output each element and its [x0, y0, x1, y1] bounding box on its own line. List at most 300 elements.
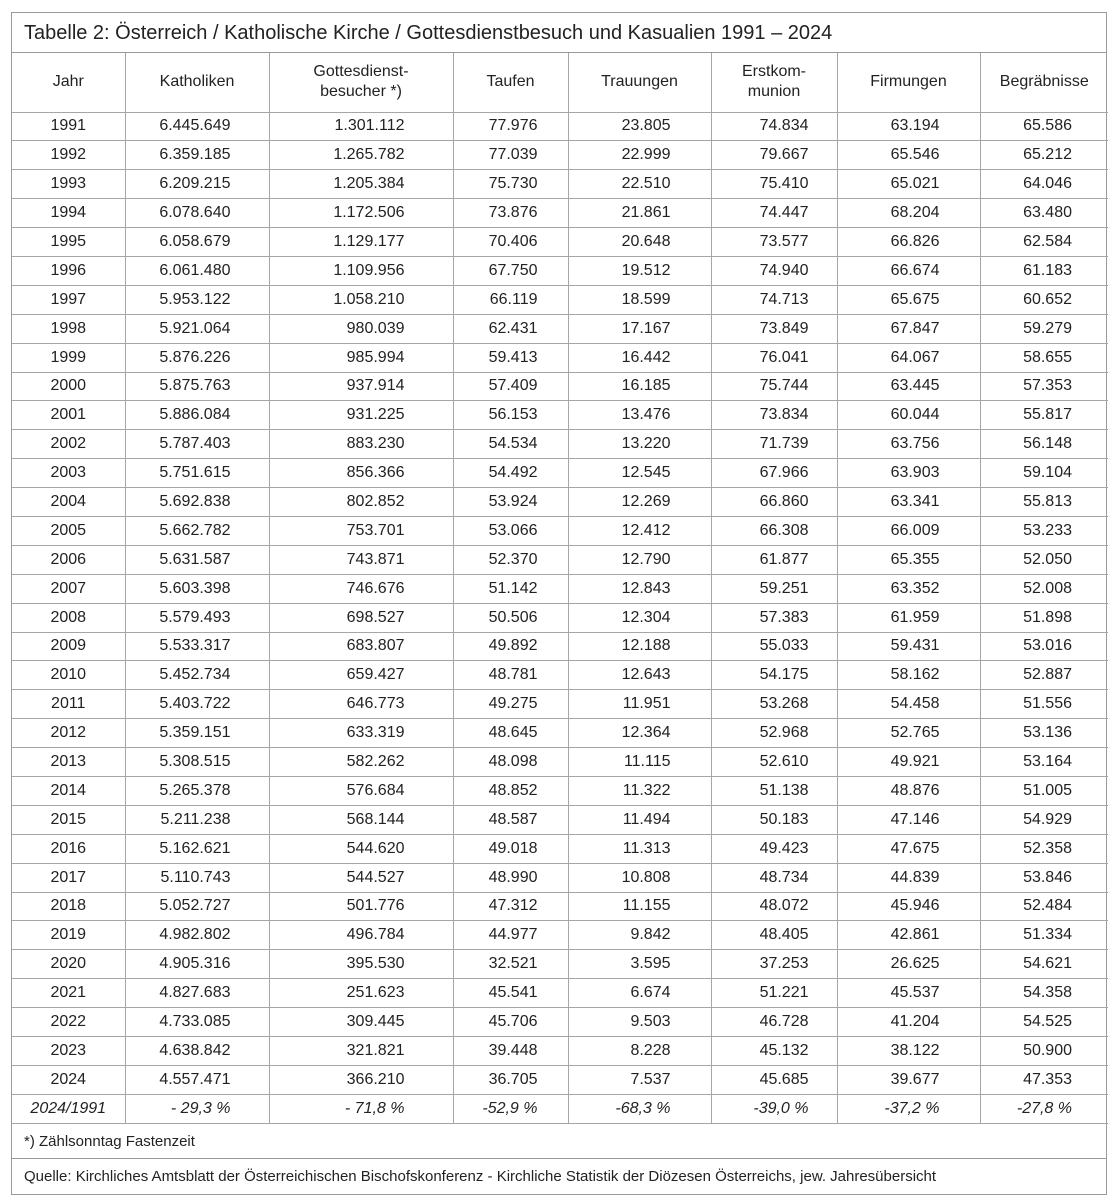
cell-trauungen: 11.313: [568, 834, 711, 863]
cell-trauungen: 7.537: [568, 1065, 711, 1094]
cell-jahr: 1993: [12, 170, 125, 199]
cell-gottesdienstbesucher: 980.039: [269, 314, 453, 343]
cell-firmungen: 48.876: [837, 776, 980, 805]
cell-firmungen: 59.431: [837, 632, 980, 661]
cell-firmungen: 49.921: [837, 748, 980, 777]
change-cell-trauungen: -68,3 %: [568, 1094, 711, 1123]
column-header-line: Jahr: [52, 73, 84, 91]
table-row: [12, 545, 1108, 574]
cell-trauungen: 13.220: [568, 430, 711, 459]
cell-firmungen: 42.861: [837, 921, 980, 950]
cell-katholiken: 5.308.515: [125, 748, 269, 777]
cell-begraebnisse: 58.655: [980, 343, 1108, 372]
cell-gottesdienstbesucher: 937.914: [269, 372, 453, 401]
cell-jahr: 2017: [12, 863, 125, 892]
cell-taufen: 54.492: [453, 459, 568, 488]
cell-gottesdienstbesucher: 1.058.210: [269, 285, 453, 314]
cell-jahr: 2016: [12, 834, 125, 863]
cell-taufen: 48.098: [453, 748, 568, 777]
change-cell-begraebnisse: -27,8 %: [980, 1094, 1108, 1123]
column-header-line: Katholiken: [159, 73, 235, 91]
cell-firmungen: 41.204: [837, 1008, 980, 1037]
cell-jahr: 2007: [12, 574, 125, 603]
cell-jahr: 2023: [12, 1037, 125, 1066]
column-header-line: Firmungen: [870, 73, 947, 91]
cell-katholiken: 5.579.493: [125, 603, 269, 632]
cell-trauungen: 11.951: [568, 690, 711, 719]
cell-begraebnisse: 51.334: [980, 921, 1108, 950]
cell-trauungen: 13.476: [568, 401, 711, 430]
cell-taufen: 67.750: [453, 256, 568, 285]
cell-firmungen: 47.146: [837, 805, 980, 834]
cell-begraebnisse: 57.353: [980, 372, 1108, 401]
cell-taufen: 66.119: [453, 285, 568, 314]
cell-katholiken: 5.875.763: [125, 372, 269, 401]
cell-gottesdienstbesucher: 743.871: [269, 545, 453, 574]
cell-gottesdienstbesucher: 366.210: [269, 1065, 453, 1094]
cell-firmungen: 65.021: [837, 170, 980, 199]
cell-katholiken: 5.211.238: [125, 805, 269, 834]
cell-gottesdienstbesucher: 931.225: [269, 401, 453, 430]
cell-begraebnisse: 51.556: [980, 690, 1108, 719]
cell-trauungen: 12.843: [568, 574, 711, 603]
cell-erstkommunion: 55.033: [711, 632, 837, 661]
cell-erstkommunion: 74.713: [711, 285, 837, 314]
table-row: [12, 921, 1108, 950]
change-row: [12, 1094, 1108, 1123]
cell-jahr: 2000: [12, 372, 125, 401]
cell-katholiken: 6.061.480: [125, 256, 269, 285]
cell-gottesdienstbesucher: 985.994: [269, 343, 453, 372]
cell-firmungen: 45.537: [837, 979, 980, 1008]
cell-jahr: 2002: [12, 430, 125, 459]
cell-trauungen: 11.115: [568, 748, 711, 777]
cell-erstkommunion: 73.849: [711, 314, 837, 343]
cell-taufen: 48.587: [453, 805, 568, 834]
cell-taufen: 59.413: [453, 343, 568, 372]
cell-taufen: 44.977: [453, 921, 568, 950]
table-row: [12, 170, 1108, 199]
cell-katholiken: 6.359.185: [125, 141, 269, 170]
cell-trauungen: 10.808: [568, 863, 711, 892]
cell-erstkommunion: 50.183: [711, 805, 837, 834]
cell-erstkommunion: 66.860: [711, 488, 837, 517]
cell-firmungen: 67.847: [837, 314, 980, 343]
table-row: [12, 603, 1108, 632]
cell-jahr: 2012: [12, 719, 125, 748]
table-row: [12, 141, 1108, 170]
cell-taufen: 54.534: [453, 430, 568, 459]
cell-erstkommunion: 53.268: [711, 690, 837, 719]
column-header-katholiken: [125, 53, 269, 112]
table-row: [12, 979, 1108, 1008]
cell-katholiken: 5.359.151: [125, 719, 269, 748]
cell-firmungen: 66.009: [837, 516, 980, 545]
cell-begraebnisse: 65.586: [980, 112, 1108, 141]
cell-erstkommunion: 48.072: [711, 892, 837, 921]
table-row: [12, 430, 1108, 459]
cell-trauungen: 12.545: [568, 459, 711, 488]
cell-begraebnisse: 50.900: [980, 1037, 1108, 1066]
column-header-trauungen: [568, 53, 711, 112]
change-cell-erstkommunion: -39,0 %: [711, 1094, 837, 1123]
cell-firmungen: 64.067: [837, 343, 980, 372]
table-row: [12, 256, 1108, 285]
cell-erstkommunion: 74.834: [711, 112, 837, 141]
cell-trauungen: 23.805: [568, 112, 711, 141]
cell-erstkommunion: 73.577: [711, 228, 837, 257]
cell-taufen: 50.506: [453, 603, 568, 632]
cell-erstkommunion: 57.383: [711, 603, 837, 632]
column-header-line: Trauungen: [601, 73, 678, 91]
cell-erstkommunion: 51.221: [711, 979, 837, 1008]
cell-trauungen: 12.269: [568, 488, 711, 517]
cell-katholiken: 5.533.317: [125, 632, 269, 661]
column-header-taufen: [453, 53, 568, 112]
cell-jahr: 2021: [12, 979, 125, 1008]
cell-taufen: 48.852: [453, 776, 568, 805]
cell-katholiken: 5.921.064: [125, 314, 269, 343]
cell-firmungen: 65.675: [837, 285, 980, 314]
cell-gottesdienstbesucher: 501.776: [269, 892, 453, 921]
cell-katholiken: 5.886.084: [125, 401, 269, 430]
cell-trauungen: 22.510: [568, 170, 711, 199]
table-row: [12, 1065, 1108, 1094]
cell-firmungen: 44.839: [837, 863, 980, 892]
cell-jahr: 2005: [12, 516, 125, 545]
cell-begraebnisse: 53.016: [980, 632, 1108, 661]
table-row: [12, 632, 1108, 661]
table-row: [12, 661, 1108, 690]
cell-jahr: 1997: [12, 285, 125, 314]
column-header-begraebnisse: [980, 53, 1108, 112]
table-row: [12, 112, 1108, 141]
source-note: Quelle: Kirchliches Amtsblatt der Österreichischen Bischofskonferenz - Kirchliche Statistik der Diözesen Österreichs, jew. Jahresübersicht: [24, 1167, 937, 1185]
cell-gottesdienstbesucher: 309.445: [269, 1008, 453, 1037]
cell-katholiken: 5.953.122: [125, 285, 269, 314]
cell-taufen: 57.409: [453, 372, 568, 401]
table-row: [12, 228, 1108, 257]
cell-erstkommunion: 45.685: [711, 1065, 837, 1094]
cell-erstkommunion: 61.877: [711, 545, 837, 574]
change-cell-gottesdienstbesucher: - 71,8 %: [269, 1094, 453, 1123]
cell-firmungen: 38.122: [837, 1037, 980, 1066]
cell-gottesdienstbesucher: 659.427: [269, 661, 453, 690]
cell-gottesdienstbesucher: 683.807: [269, 632, 453, 661]
table-row: [12, 805, 1108, 834]
cell-jahr: 2001: [12, 401, 125, 430]
cell-katholiken: 5.631.587: [125, 545, 269, 574]
cell-katholiken: 4.638.842: [125, 1037, 269, 1066]
cell-gottesdienstbesucher: 698.527: [269, 603, 453, 632]
cell-begraebnisse: 64.046: [980, 170, 1108, 199]
cell-gottesdienstbesucher: 544.620: [269, 834, 453, 863]
cell-trauungen: 18.599: [568, 285, 711, 314]
cell-katholiken: 5.403.722: [125, 690, 269, 719]
cell-erstkommunion: 46.728: [711, 1008, 837, 1037]
table-row: [12, 748, 1108, 777]
cell-begraebnisse: 60.652: [980, 285, 1108, 314]
cell-trauungen: 6.674: [568, 979, 711, 1008]
cell-gottesdienstbesucher: 802.852: [269, 488, 453, 517]
cell-firmungen: 26.625: [837, 950, 980, 979]
cell-trauungen: 12.412: [568, 516, 711, 545]
cell-gottesdienstbesucher: 883.230: [269, 430, 453, 459]
cell-begraebnisse: 52.358: [980, 834, 1108, 863]
cell-jahr: 2020: [12, 950, 125, 979]
cell-gottesdienstbesucher: 568.144: [269, 805, 453, 834]
table-row: [12, 516, 1108, 545]
cell-trauungen: 11.494: [568, 805, 711, 834]
table-row: [12, 1008, 1108, 1037]
change-cell-firmungen: -37,2 %: [837, 1094, 980, 1123]
cell-taufen: 48.990: [453, 863, 568, 892]
cell-erstkommunion: 45.132: [711, 1037, 837, 1066]
cell-taufen: 62.431: [453, 314, 568, 343]
table-row: [12, 401, 1108, 430]
cell-begraebnisse: 53.233: [980, 516, 1108, 545]
cell-trauungen: 11.322: [568, 776, 711, 805]
cell-erstkommunion: 79.667: [711, 141, 837, 170]
cell-erstkommunion: 66.308: [711, 516, 837, 545]
table-row: [12, 1037, 1108, 1066]
table-row: [12, 719, 1108, 748]
cell-jahr: 1998: [12, 314, 125, 343]
cell-begraebnisse: 59.279: [980, 314, 1108, 343]
cell-firmungen: 60.044: [837, 401, 980, 430]
cell-taufen: 49.892: [453, 632, 568, 661]
cell-begraebnisse: 52.050: [980, 545, 1108, 574]
cell-katholiken: 4.827.683: [125, 979, 269, 1008]
cell-katholiken: 6.078.640: [125, 199, 269, 228]
table-row: [12, 690, 1108, 719]
cell-jahr: 1994: [12, 199, 125, 228]
cell-jahr: 1991: [12, 112, 125, 141]
cell-katholiken: 6.209.215: [125, 170, 269, 199]
column-header-jahr: [12, 53, 125, 112]
cell-firmungen: 39.677: [837, 1065, 980, 1094]
cell-gottesdienstbesucher: 576.684: [269, 776, 453, 805]
table-row: [12, 834, 1108, 863]
cell-trauungen: 20.648: [568, 228, 711, 257]
cell-begraebnisse: 54.621: [980, 950, 1108, 979]
cell-firmungen: 63.352: [837, 574, 980, 603]
header-row: [12, 53, 1108, 112]
cell-trauungen: 12.188: [568, 632, 711, 661]
cell-katholiken: 4.982.802: [125, 921, 269, 950]
cell-taufen: 49.275: [453, 690, 568, 719]
cell-katholiken: 5.692.838: [125, 488, 269, 517]
cell-erstkommunion: 73.834: [711, 401, 837, 430]
cell-taufen: 36.705: [453, 1065, 568, 1094]
cell-taufen: 53.066: [453, 516, 568, 545]
cell-trauungen: 22.999: [568, 141, 711, 170]
cell-trauungen: 3.595: [568, 950, 711, 979]
cell-jahr: 2006: [12, 545, 125, 574]
cell-erstkommunion: 49.423: [711, 834, 837, 863]
cell-erstkommunion: 74.940: [711, 256, 837, 285]
column-header-firmungen: [837, 53, 980, 112]
cell-taufen: 77.976: [453, 112, 568, 141]
cell-erstkommunion: 74.447: [711, 199, 837, 228]
table-row: [12, 776, 1108, 805]
cell-taufen: 39.448: [453, 1037, 568, 1066]
table-row: [12, 343, 1108, 372]
statistics-table-frame: [11, 12, 1107, 1195]
cell-katholiken: 5.787.403: [125, 430, 269, 459]
cell-trauungen: 12.790: [568, 545, 711, 574]
data-table: [12, 53, 1108, 1124]
cell-erstkommunion: 76.041: [711, 343, 837, 372]
cell-taufen: 77.039: [453, 141, 568, 170]
cell-firmungen: 63.756: [837, 430, 980, 459]
cell-katholiken: 6.058.679: [125, 228, 269, 257]
column-header-erstkommunion: [711, 53, 837, 112]
cell-taufen: 70.406: [453, 228, 568, 257]
cell-jahr: 2015: [12, 805, 125, 834]
cell-taufen: 47.312: [453, 892, 568, 921]
cell-begraebnisse: 59.104: [980, 459, 1108, 488]
change-cell-katholiken: - 29,3 %: [125, 1094, 269, 1123]
cell-taufen: 45.541: [453, 979, 568, 1008]
cell-taufen: 49.018: [453, 834, 568, 863]
cell-begraebnisse: 52.887: [980, 661, 1108, 690]
cell-gottesdienstbesucher: 251.623: [269, 979, 453, 1008]
cell-jahr: 2022: [12, 1008, 125, 1037]
cell-jahr: 2018: [12, 892, 125, 921]
cell-erstkommunion: 75.744: [711, 372, 837, 401]
cell-katholiken: 4.905.316: [125, 950, 269, 979]
cell-jahr: 2003: [12, 459, 125, 488]
column-header-line: Taufen: [486, 73, 535, 91]
cell-begraebnisse: 65.212: [980, 141, 1108, 170]
cell-firmungen: 63.341: [837, 488, 980, 517]
column-header-line: Erstkom-: [742, 63, 806, 81]
cell-erstkommunion: 59.251: [711, 574, 837, 603]
cell-jahr: 2019: [12, 921, 125, 950]
table-row: [12, 372, 1108, 401]
cell-trauungen: 17.167: [568, 314, 711, 343]
table-row: [12, 574, 1108, 603]
table-row: [12, 199, 1108, 228]
cell-katholiken: 4.557.471: [125, 1065, 269, 1094]
cell-taufen: 48.781: [453, 661, 568, 690]
table-title: Tabelle 2: Österreich / Katholische Kirche / Gottesdienstbesuch und Kasualien 1991 – 2024: [12, 13, 1106, 53]
cell-begraebnisse: 52.484: [980, 892, 1108, 921]
cell-trauungen: 11.155: [568, 892, 711, 921]
cell-katholiken: 6.445.649: [125, 112, 269, 141]
cell-trauungen: 21.861: [568, 199, 711, 228]
cell-begraebnisse: 51.898: [980, 603, 1108, 632]
cell-jahr: 2004: [12, 488, 125, 517]
cell-erstkommunion: 48.405: [711, 921, 837, 950]
cell-gottesdienstbesucher: 1.172.506: [269, 199, 453, 228]
cell-taufen: 75.730: [453, 170, 568, 199]
cell-katholiken: 5.603.398: [125, 574, 269, 603]
cell-gottesdienstbesucher: 321.821: [269, 1037, 453, 1066]
cell-trauungen: 8.228: [568, 1037, 711, 1066]
cell-gottesdienstbesucher: 646.773: [269, 690, 453, 719]
cell-begraebnisse: 62.584: [980, 228, 1108, 257]
cell-erstkommunion: 37.253: [711, 950, 837, 979]
cell-firmungen: 52.765: [837, 719, 980, 748]
cell-begraebnisse: 61.183: [980, 256, 1108, 285]
cell-katholiken: 5.162.621: [125, 834, 269, 863]
table-row: [12, 285, 1108, 314]
cell-begraebnisse: 54.358: [980, 979, 1108, 1008]
cell-begraebnisse: 52.008: [980, 574, 1108, 603]
cell-katholiken: 4.733.085: [125, 1008, 269, 1037]
cell-begraebnisse: 55.813: [980, 488, 1108, 517]
cell-firmungen: 68.204: [837, 199, 980, 228]
cell-katholiken: 5.452.734: [125, 661, 269, 690]
cell-jahr: 1996: [12, 256, 125, 285]
cell-begraebnisse: 53.846: [980, 863, 1108, 892]
cell-jahr: 2014: [12, 776, 125, 805]
cell-erstkommunion: 52.610: [711, 748, 837, 777]
cell-trauungen: 9.842: [568, 921, 711, 950]
cell-trauungen: 12.304: [568, 603, 711, 632]
cell-taufen: 53.924: [453, 488, 568, 517]
cell-gottesdienstbesucher: 856.366: [269, 459, 453, 488]
cell-gottesdienstbesucher: 1.205.384: [269, 170, 453, 199]
cell-gottesdienstbesucher: 633.319: [269, 719, 453, 748]
cell-firmungen: 47.675: [837, 834, 980, 863]
cell-erstkommunion: 52.968: [711, 719, 837, 748]
cell-katholiken: 5.662.782: [125, 516, 269, 545]
cell-jahr: 2011: [12, 690, 125, 719]
table-header: [12, 53, 1108, 112]
change-cell-jahr: 2024/1991: [12, 1094, 125, 1123]
cell-firmungen: 63.445: [837, 372, 980, 401]
cell-firmungen: 65.546: [837, 141, 980, 170]
table-row: [12, 459, 1108, 488]
cell-jahr: 2010: [12, 661, 125, 690]
cell-begraebnisse: 53.136: [980, 719, 1108, 748]
cell-begraebnisse: 55.817: [980, 401, 1108, 430]
cell-jahr: 1992: [12, 141, 125, 170]
cell-trauungen: 9.503: [568, 1008, 711, 1037]
cell-firmungen: 63.903: [837, 459, 980, 488]
column-header-gottesdienstbesucher: [269, 53, 453, 112]
cell-firmungen: 61.959: [837, 603, 980, 632]
cell-gottesdienstbesucher: 1.109.956: [269, 256, 453, 285]
cell-taufen: 45.706: [453, 1008, 568, 1037]
cell-taufen: 48.645: [453, 719, 568, 748]
cell-erstkommunion: 51.138: [711, 776, 837, 805]
cell-firmungen: 66.674: [837, 256, 980, 285]
footnote: *) Zählsonntag Fastenzeit: [12, 1124, 1106, 1159]
table-body: [12, 112, 1108, 1123]
cell-erstkommunion: 71.739: [711, 430, 837, 459]
column-header-line: besucher *): [320, 83, 402, 101]
cell-taufen: 51.142: [453, 574, 568, 603]
column-header-line: munion: [747, 83, 801, 101]
cell-trauungen: 16.442: [568, 343, 711, 372]
cell-gottesdienstbesucher: 1.129.177: [269, 228, 453, 257]
cell-katholiken: 5.751.615: [125, 459, 269, 488]
table-row: [12, 863, 1108, 892]
cell-gottesdienstbesucher: 1.265.782: [269, 141, 453, 170]
cell-taufen: 52.370: [453, 545, 568, 574]
cell-gottesdienstbesucher: 1.301.112: [269, 112, 453, 141]
cell-trauungen: 12.364: [568, 719, 711, 748]
cell-begraebnisse: 53.164: [980, 748, 1108, 777]
cell-begraebnisse: 56.148: [980, 430, 1108, 459]
column-header-line: Begräbnisse: [999, 73, 1089, 91]
cell-katholiken: 5.052.727: [125, 892, 269, 921]
cell-firmungen: 54.458: [837, 690, 980, 719]
